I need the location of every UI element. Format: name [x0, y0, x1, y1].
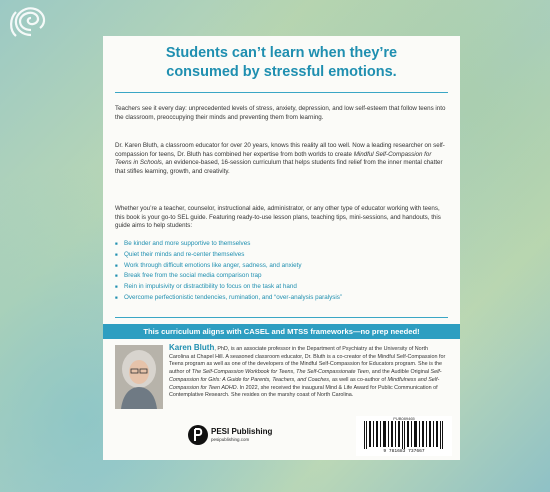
bio-text: ,	[293, 369, 297, 376]
list-item: ■ Break free from the social media comparison trap	[115, 271, 448, 282]
list-item: ■ Quiet their minds and re-center themselves	[115, 250, 448, 261]
bio-book-title: The Self-Compassion Workbook for Teens	[191, 369, 294, 376]
bio-book-title: Mindfulness and Self-Compassion for Teen ADHD	[169, 376, 440, 391]
list-item: ■ Work through difficult emotions like anger, sadness, and anxiety	[115, 261, 448, 272]
bio-text: , and the Audible Original	[368, 369, 431, 376]
list-item: ■ Be kinder and more supportive to themselves	[115, 239, 448, 250]
author-photo	[115, 345, 163, 409]
isbn-barcode	[356, 416, 452, 456]
book-title: Mindful Self-Compassion for Teens in Schools	[115, 150, 432, 167]
author-name: Karen Bluth	[169, 343, 215, 352]
barcode-code: PUB089465	[393, 416, 415, 421]
publisher-name: PESI Publishing	[211, 427, 273, 436]
intro-paragraph: Teachers see it every day: unprecedented levels of stress, anxiety, depression, and low self-esteem that follow teens into the classroom, preoccupying their minds and preventing them from learning.	[115, 105, 446, 121]
swirl-logo-icon	[6, 0, 56, 40]
bio-book-title: The Self-Compassionate Teen	[296, 369, 369, 376]
headline-line-1: Students can’t learn when they’re	[165, 45, 398, 61]
frameworks-banner: This curriculum aligns with CASEL and MTSS frameworks—no prep needed!	[103, 324, 460, 339]
list-item: ■ Rein in impulsivity or distractibility to focus on the task at hand	[115, 282, 448, 293]
publisher-logo	[188, 421, 273, 453]
bio-book-title: Self-Compassion for Girls: A Guide for Parents, Teachers, and Coaches	[169, 369, 442, 383]
bio-text: . In 2022, she received the inaugural Mind & Life Award for Public Communication of Contemplative Research. She resides on the marshy coast of North Carolina.	[169, 384, 438, 399]
author-paragraph-text-b: , an evidence-based, 16-session curriculum that helps students find relief from the inner mental chatter that stifles learning, growth, and creativity.	[115, 159, 443, 175]
author-credential: , PhD,	[214, 346, 230, 352]
bio-text: is an associate professor in the Department of Psychiatry at the University of North Carolina at Chapel Hill. A seasoned classroom educator, Dr. Bluth is a co-creator of the Mindful Self-Compassion for Teens program as well as one of the developers of the Mindful Self-Compassion for Educators program. She is the author of	[169, 346, 446, 376]
barcode-bars-icon	[356, 421, 452, 449]
author-bio	[169, 344, 449, 400]
bio-text: , as well as co-author of	[329, 376, 388, 383]
pesi-logo-icon	[188, 423, 208, 447]
author-paragraph-text-a: Dr. Karen Bluth, a classroom educator for over 20 years, knows this reality all too well. Now a leading researcher on self-compassion for teens, Dr. Bluth has combined her expertise from both worlds to create	[115, 142, 445, 158]
banner-divider	[115, 317, 448, 318]
isbn-number: 9 781683 737667	[383, 449, 425, 454]
headline-divider	[115, 92, 448, 93]
publisher-url: pesipublishing.com	[211, 437, 250, 442]
list-item: ■ Overcome perfectionistic tendencies, rumination, and “over-analysis paralysis”	[115, 293, 448, 304]
audience-paragraph: Whether you’re a teacher, counselor, instructional aide, administrator, or any other type of educator working with teens, this book is your go-to SEL guide. Featuring ready-to-use lesson plans, teaching tips, mini-sessions, and handouts, this guide aims to help students:	[115, 205, 441, 230]
back-cover-panel	[103, 36, 460, 460]
headline-line-2: consumed by stressful emotions.	[166, 64, 397, 80]
author-paragraph	[115, 142, 448, 176]
benefits-list	[115, 239, 448, 304]
headline	[103, 44, 460, 82]
